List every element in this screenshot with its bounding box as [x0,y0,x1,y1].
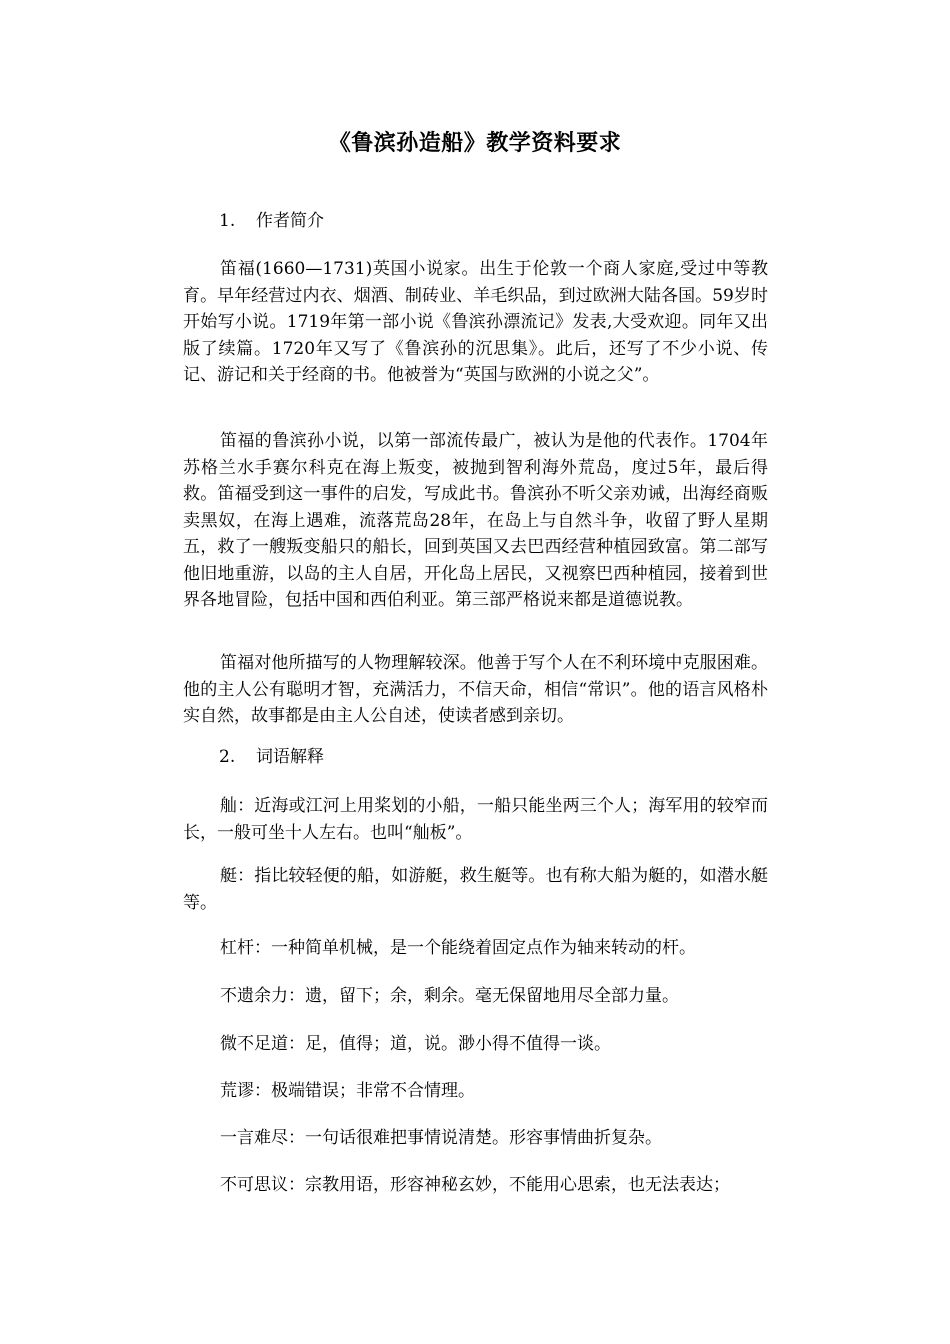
section-title: 词语解释 [256,747,324,767]
definition-item: 舢：近海或江河上用桨划的小船，一船只能坐两三个人；海军用的较窄而长，一般可坐十人左右。也叫“舢板”。 [183,796,768,843]
definition-item: 一言难尽：一句话很难把事情说清楚。形容事情曲折复杂。 [220,1128,662,1148]
definition-item: 不可思议：宗教用语，形容神秘玄妙，不能用心思索，也无法表达； [220,1175,730,1195]
definition-item: 杠杆：一种简单机械，是一个能绕着固定点作为轴来转动的杆。 [220,938,696,958]
section-heading-author [219,208,324,234]
section-number: 1. [219,211,236,231]
definition-item: 荒谬：极端错误；非常不合情理。 [220,1081,475,1101]
document-title: 《鲁滨孙造船》教学资料要求 [328,130,622,156]
author-paragraph-1: 笛福(1660—1731)英国小说家。出生于伦敦一个商人家庭,受过中等教育。早年经营过内衣、烟酒、制砖业、羊毛织品，到过欧洲大陆各国。59岁时开始写小说。1719年第一部小说《鲁滨孙漂流记》发表,大受欢迎。同年又出版了续篇。1720年又写了《鲁滨孙的沉思集》。此后，还写了不少小说、传记、游记和关于经商的书。他被誉为“英国与欧洲的小说之父”。 [183,259,768,385]
author-paragraph-2: 笛福的鲁滨孙小说，以第一部流传最广，被认为是他的代表作。1704年苏格兰水手赛尔科克在海上叛变，被抛到智利海外荒岛，度过5年，最后得救。笛福受到这一事件的启发，写成此书。鲁滨孙不听父亲劝诫，出海经商贩卖黑奴，在海上遇难，流落荒岛28年，在岛上与自然斗争，收留了野人星期五，救了一艘叛变船只的船长，回到英国又去巴西经营种植园致富。第二部写他旧地重游，以岛的主人自居，开化岛上居民，又视察巴西种植园，接着到世界各地冒险，包括中国和西伯利亚。第三部严格说来都是道德说教。 [183,431,768,610]
author-paragraph-3: 笛福对他所描写的人物理解较深。他善于写个人在不利环境中克服困难。他的主人公有聪明才智，充满活力，不信天命，相信“常识”。他的语言风格朴实自然，故事都是由主人公自述，使读者感到亲切。 [183,653,768,726]
definition-item: 微不足道：足，值得；道，说。渺小得不值得一谈。 [220,1034,611,1054]
definition-item: 不遗余力：遗，留下；余，剩余。毫无保留地用尽全部力量。 [220,986,679,1006]
section-title: 作者简介 [256,211,324,231]
definition-item: 艇：指比较轻便的船，如游艇，救生艇等。也有称大船为艇的，如潜水艇等。 [183,866,768,913]
section-heading-vocabulary [219,744,324,770]
section-number: 2. [219,747,236,767]
